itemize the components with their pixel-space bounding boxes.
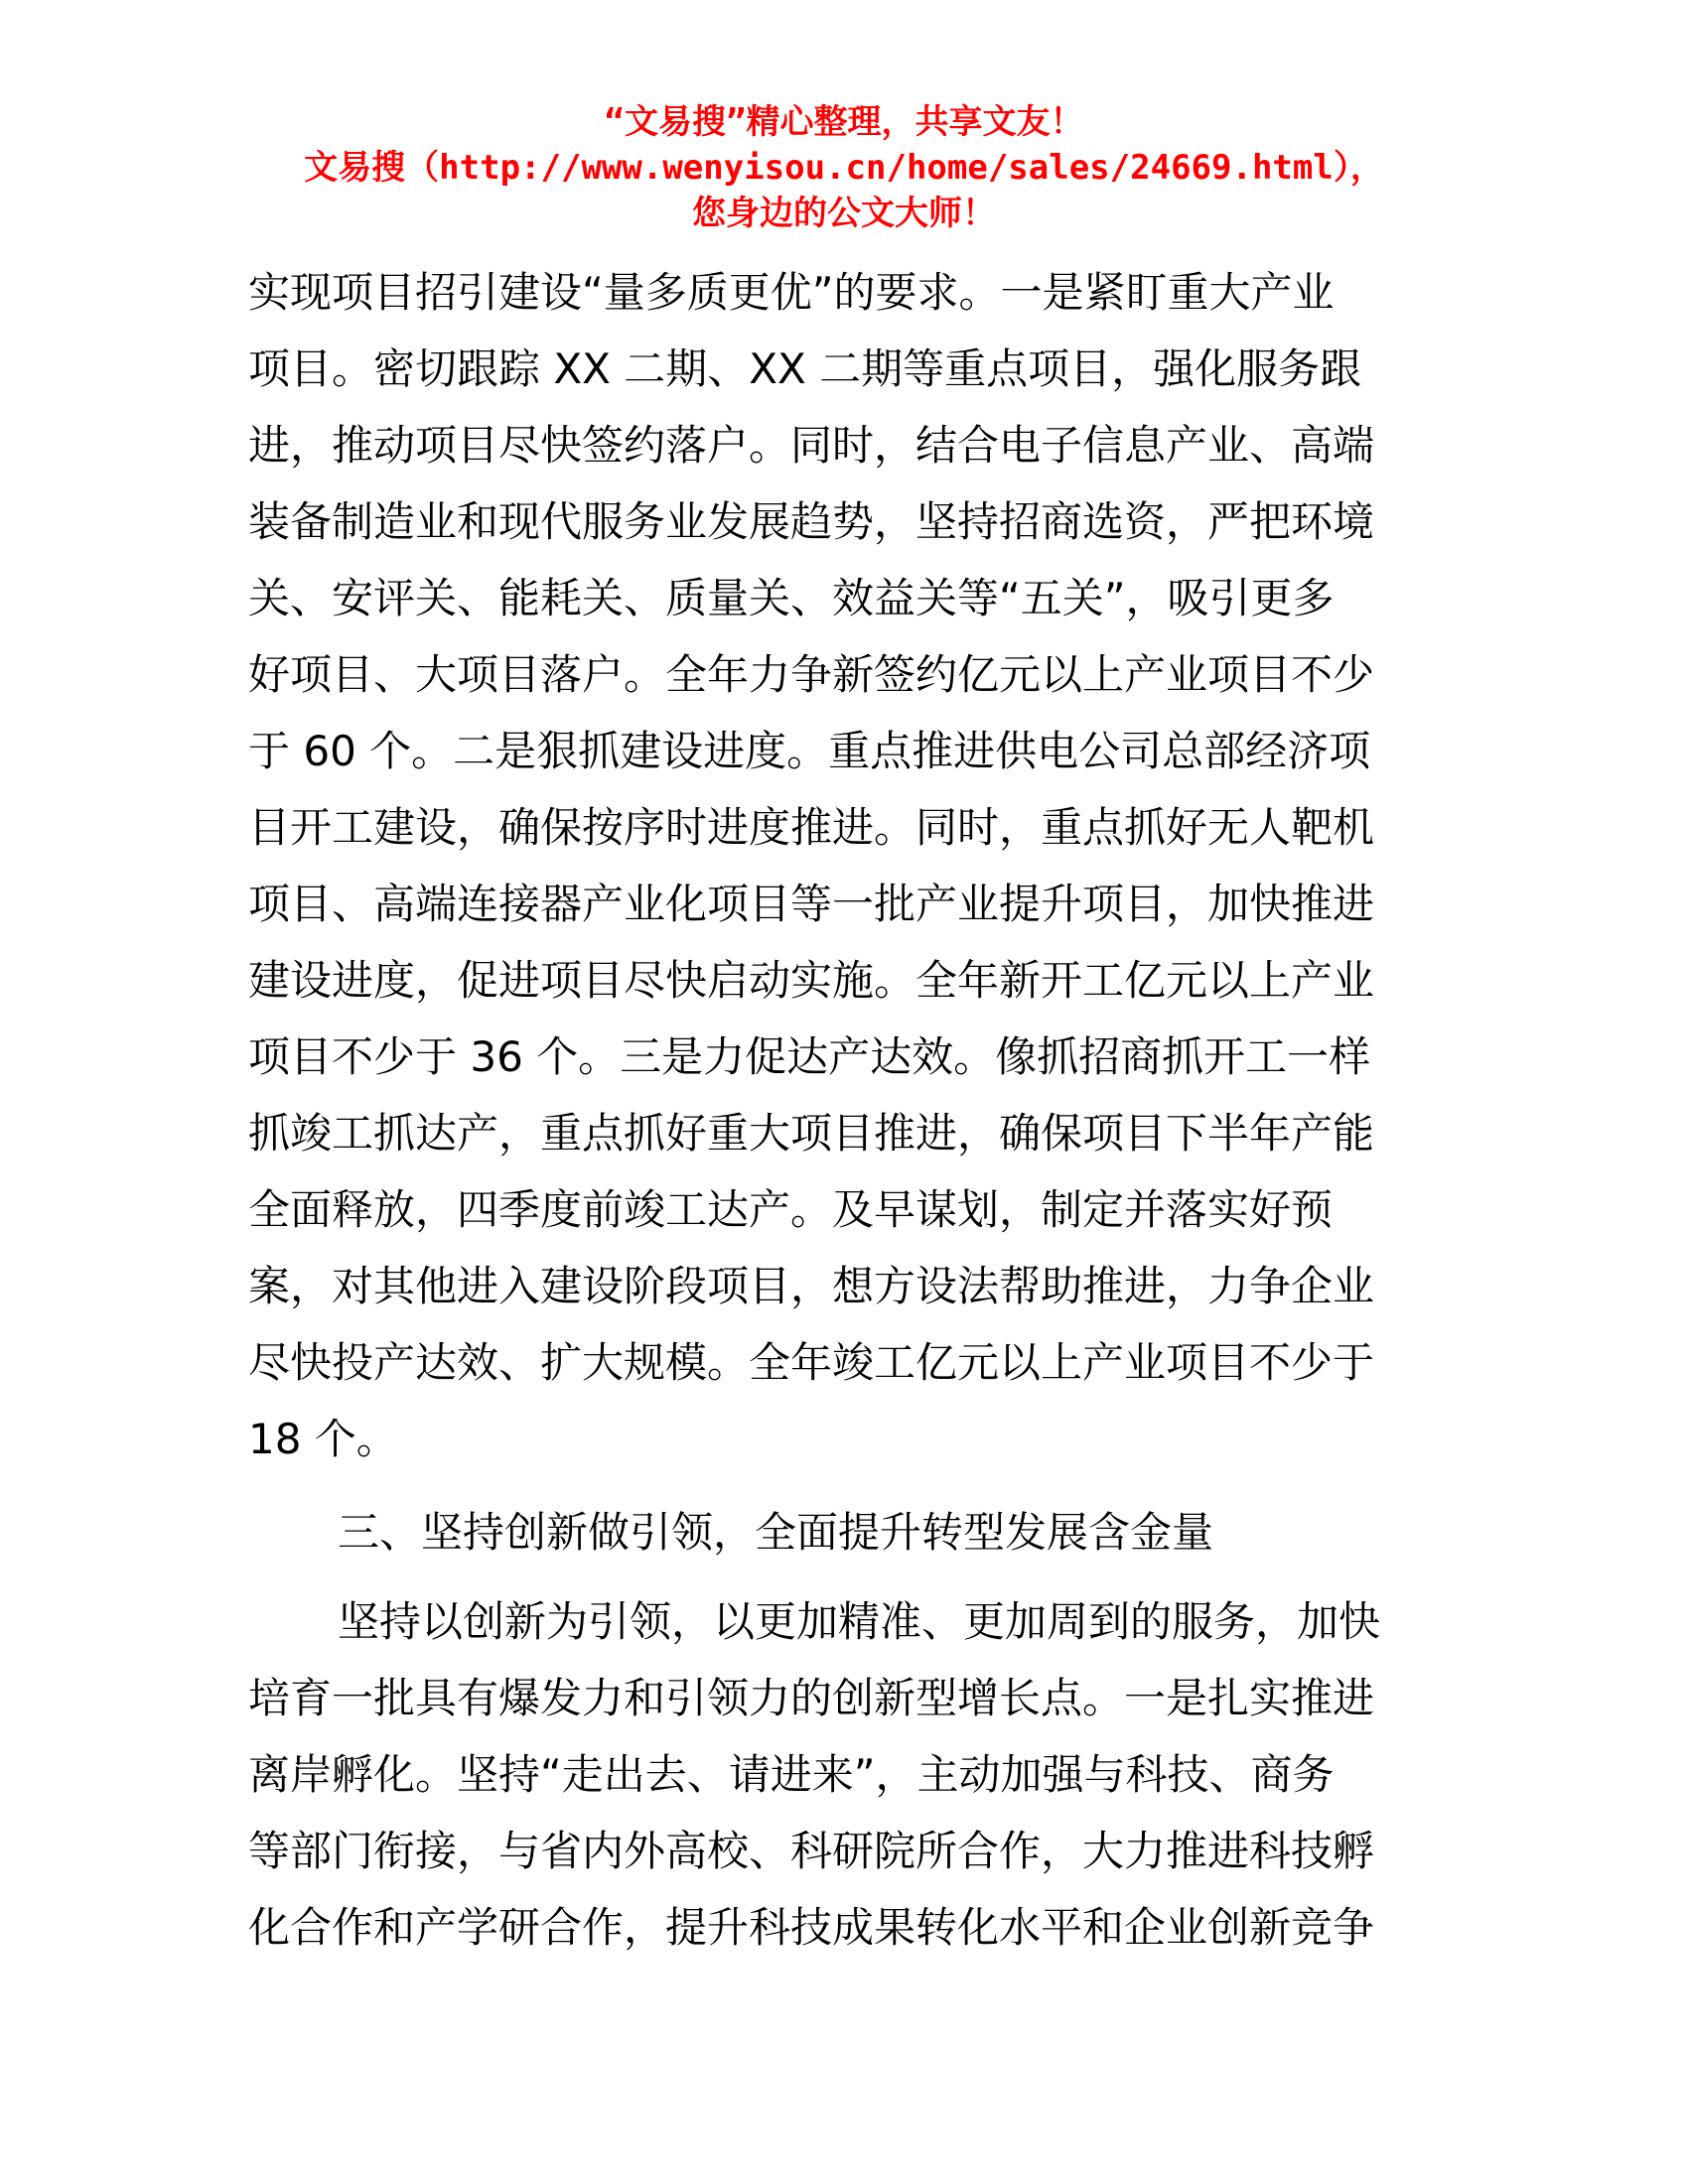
text-line: 培育一批具有爆发力和引领力的创新型增长点。一是扎实推进 — [248, 1674, 1375, 1722]
header-line-3: 您身边的公文大师！ — [692, 194, 996, 233]
text-line: 于 60 个。二是狠抓建设进度。重点推进供电公司总部经济项 — [248, 727, 1371, 775]
text-line: 案，对其他进入建设阶段项目，想方设法帮助推进，力争企业 — [248, 1262, 1375, 1310]
text-line: 项目。密切跟踪 XX 二期、XX 二期等重点项目，强化服务跟 — [248, 344, 1362, 393]
text-line: 等部门衔接，与省内外高校、科研院所合作，大力推进科技孵 — [248, 1827, 1375, 1875]
text-line: 全面释放，四季度前竣工达产。及早谋划，制定并落实好预 — [248, 1185, 1334, 1234]
text-line: 实现项目招引建设“量多质更优”的要求。一是紧盯重大产业 — [248, 268, 1335, 317]
paragraph-2 — [248, 1583, 1440, 1966]
header-line-2: 文易搜（http://www.wenyisou.cn/home/sales/24669.html）， — [304, 148, 1384, 188]
text-line: 18 个。 — [248, 1415, 398, 1463]
text-line: 坚持以创新为引领，以更加精准、更加周到的服务，加快 — [338, 1597, 1381, 1646]
text-line: 进，推动项目尽快签约落户。同时，结合电子信息产业、高端 — [248, 421, 1375, 470]
text-line: 项目、高端连接器产业化项目等一批产业提升项目，加快推进 — [248, 880, 1375, 928]
text-line: 建设进度，促进项目尽快启动实施。全年新开工亿元以上产业 — [248, 956, 1375, 1005]
section-heading-text: 三、坚持创新做引领，全面提升转型发展含金量 — [338, 1508, 1214, 1557]
text-line: 抓竣工抓达产，重点抓好重大项目推进，确保项目下半年产能 — [248, 1109, 1375, 1158]
header-line-1: “文易搜”精心整理，共享文友！ — [604, 102, 1084, 142]
document-body — [248, 254, 1440, 1966]
text-line: 项目不少于 36 个。三是力促达产达效。像抓招商抓开工一样 — [248, 1032, 1371, 1081]
text-line: 装备制造业和现代服务业发展趋势，坚持招商选资，严把环境 — [248, 497, 1375, 546]
text-line: 化合作和产学研合作，提升科技成果转化水平和企业创新竞争 — [248, 1903, 1375, 1952]
text-line: 好项目、大项目落户。全年力争新签约亿元以上产业项目不少 — [248, 650, 1375, 699]
watermark-header — [0, 99, 1688, 236]
paragraph-1 — [248, 254, 1440, 1477]
text-line: 目开工建设，确保按序时进度推进。同时，重点抓好无人靶机 — [248, 803, 1375, 852]
text-line: 尽快投产达效、扩大规模。全年竣工亿元以上产业项目不少于 — [248, 1338, 1375, 1387]
section-heading — [248, 1494, 1440, 1570]
text-line: 关、安评关、能耗关、质量关、效益关等“五关”，吸引更多 — [248, 574, 1335, 622]
text-line: 离岸孵化。坚持“走出去、请进来”，主动加强与科技、商务 — [248, 1750, 1335, 1799]
